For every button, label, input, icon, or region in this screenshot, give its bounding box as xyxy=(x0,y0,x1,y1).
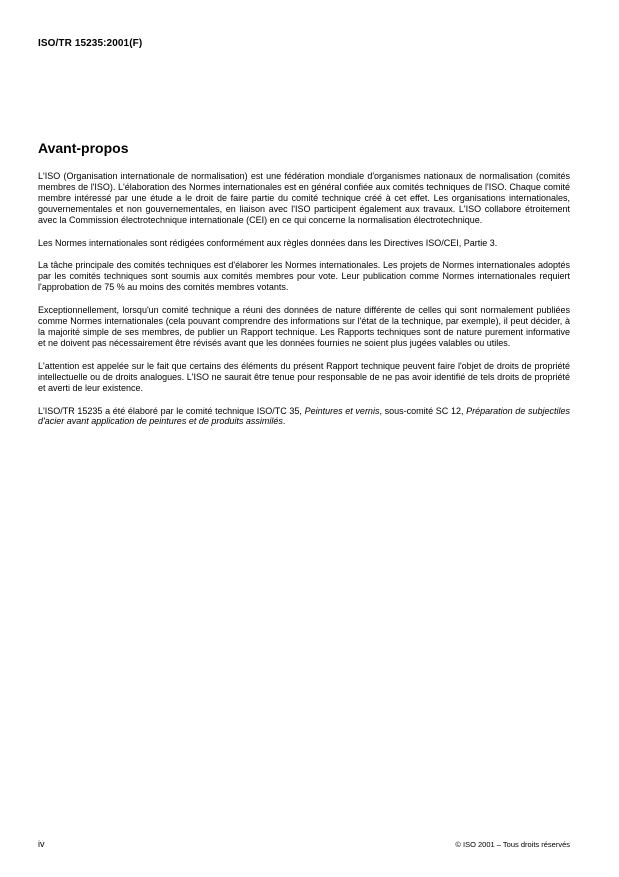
subcommittee-title-italic: Préparation de subjectiles d'acier avant application de peintures et de produits assimilés xyxy=(38,405,570,427)
copyright-notice: © ISO 2001 – Tous droits réservés xyxy=(455,840,570,849)
foreword-body xyxy=(38,171,570,439)
page-number: iv xyxy=(38,839,45,849)
section-title: Avant-propos xyxy=(38,140,129,156)
document-identifier: ISO/TR 15235:2001(F) xyxy=(38,38,143,49)
foreword-paragraph-3: La tâche principale des comités techniques est d'élaborer les Normes internationales. Les projets de Normes internationales adoptés par les comités techniques sont soumis aux comités membres pour vote. Leur publication comme Normes internationales requiert l'approbation de 75 % au moins des comités membres votants. xyxy=(38,260,570,293)
foreword-paragraph-6 xyxy=(38,406,570,428)
paragraph-text-segment: . xyxy=(282,416,286,427)
foreword-paragraph-1: L'ISO (Organisation internationale de normalisation) est une fédération mondiale d'organismes nationaux de normalisation (comités membres de l'ISO). L'élaboration des Normes internationales est en général confiée aux comités techniques de l'ISO. Chaque comité membre intéressé par une étude a le droit de faire partie du comité technique créé à cet effet. Les organisations internationales, gouvernementales et non gouvernementales, en liaison avec l'ISO participent également aux travaux. L'ISO collabore étroitement avec la Commission électrotechnique internationale (CEI) en ce qui concerne la normalisation électrotechnique. xyxy=(38,171,570,225)
foreword-paragraph-5: L'attention est appelée sur le fait que certains des éléments du présent Rapport technique peuvent faire l'objet de droits de propriété intellectuelle ou de droits analogues. L'ISO ne saurait être tenue pour responsable de ne pas avoir identifié de tels droits de propriété et averti de leur existence. xyxy=(38,360,570,393)
paragraph-text-segment: , sous-comité SC 12, xyxy=(379,405,467,416)
foreword-paragraph-2: Les Normes internationales sont rédigées conformément aux règles données dans les Directives ISO/CEI, Partie 3. xyxy=(38,237,498,248)
committee-title-italic: Peintures et vernis xyxy=(304,405,380,416)
foreword-paragraph-4: Exceptionnellement, lorsqu'un comité technique a réuni des données de nature différente de celles qui sont normalement publiées comme Normes internationales (cela pouvant comprendre des informations sur l'état de la technique, par exemple), il peut décider, à la majorité simple de ses membres, de publier un Rapport technique. Les Rapports techniques sont de nature purement informative et ne doivent pas nécessairement être révisés avant que les données fournies ne soient plus jugées valables ou utiles. xyxy=(38,305,570,348)
paragraph-text-segment: L'ISO/TR 15235 a été élaboré par le comité technique ISO/TC 35, xyxy=(38,405,305,416)
